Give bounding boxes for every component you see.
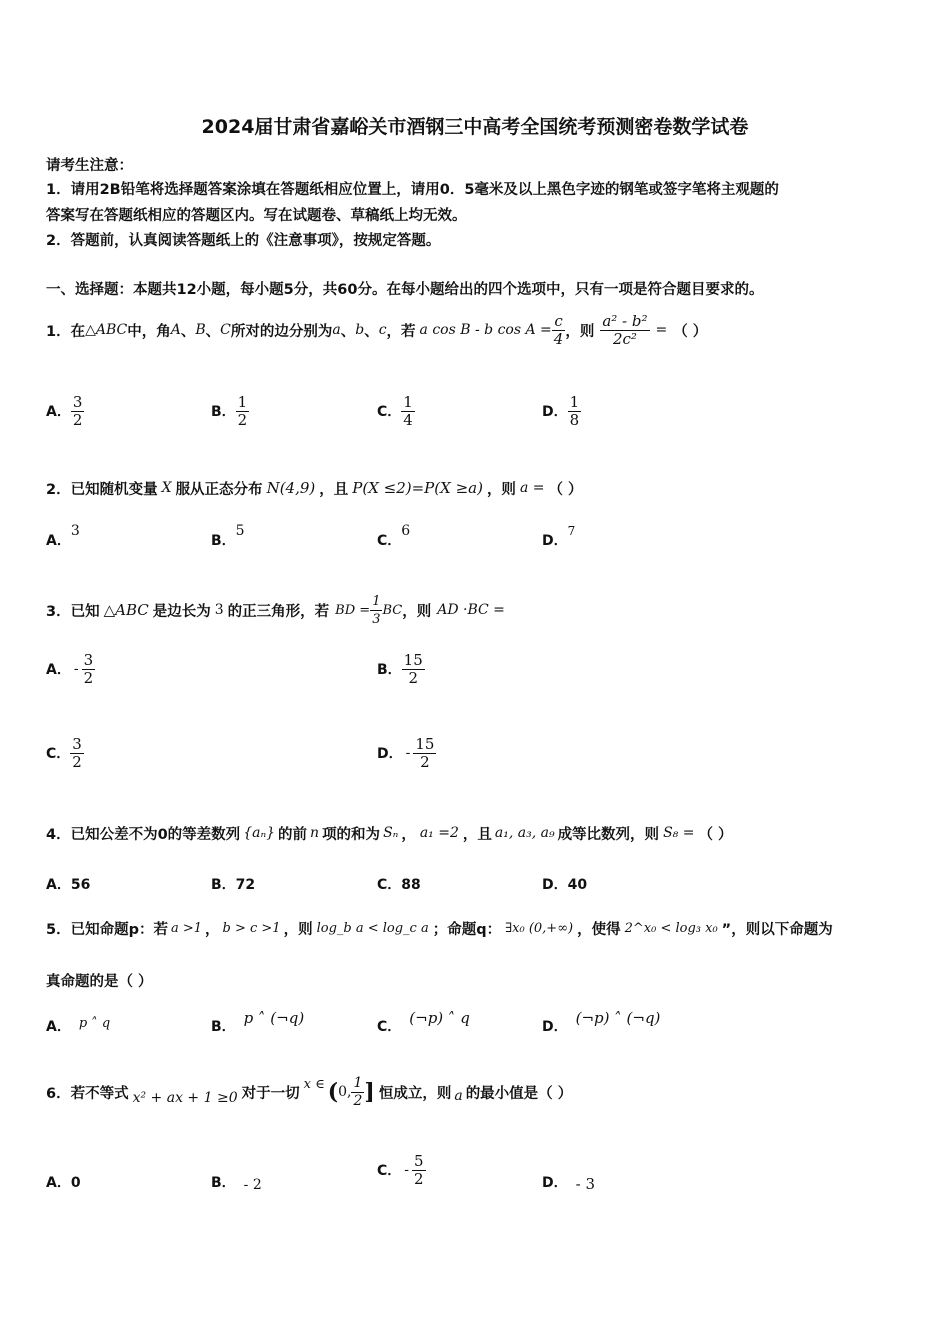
q1-option-c-value <box>401 394 415 429</box>
q1-c-den: 4 <box>403 410 413 429</box>
q1-option-d-label: D． <box>542 404 568 420</box>
q5-option-b <box>211 1009 305 1036</box>
question-1 <box>46 305 707 355</box>
q1-c-num: 1 <box>403 392 413 411</box>
q1-b-num: 1 <box>237 392 248 411</box>
q1-side-b: b <box>355 322 365 338</box>
q3-side-length: 3 <box>214 602 224 618</box>
q4-text-1: 4．已知公差不为0的等差数列 <box>46 826 241 843</box>
q3-option-c <box>46 730 84 776</box>
notice-line1a: 1．请用2B铅笔将选择题答案涂填在答题纸相应位置上，请用0．5毫米及以上黑色字迹的钢笔或签字笔将主观题的 <box>46 182 779 198</box>
q3-frac-num: 1 <box>372 593 381 609</box>
q3-option-d <box>377 730 436 776</box>
q5-option-c-label: C． <box>377 1019 402 1035</box>
q3-option-d-value <box>413 736 436 771</box>
q4-sn: Sₙ <box>383 825 399 841</box>
q3-frac-den: 3 <box>372 611 381 627</box>
q4-text-5: ，且 <box>462 826 492 843</box>
q3-d-den: 2 <box>413 753 436 771</box>
q5-log-ineq: log_b a < log_c a <box>316 920 429 936</box>
q1-fraction-c4 <box>552 313 566 348</box>
q1-option-a-value <box>71 394 85 429</box>
q2-text-2: 服从正态分布 <box>175 481 263 498</box>
q4-option-b: B．72 <box>211 877 256 893</box>
q6-option-c <box>377 1146 426 1194</box>
q3-a-den: 2 <box>83 668 94 687</box>
q2-variable-x: X <box>161 480 172 496</box>
q1-d-num: 1 <box>569 392 580 411</box>
q6-a: a <box>454 1088 463 1104</box>
q3-c-num: 3 <box>72 734 82 753</box>
q1-option-c-label: C． <box>377 404 402 420</box>
q1-triangle: △ABC <box>85 322 128 338</box>
notice-heading: 请考生注意： <box>46 158 133 174</box>
q3-dot-product: AD ·BC = <box>437 602 505 618</box>
q3-option-a-minus: - <box>73 661 79 677</box>
q1-frac-den: 4 <box>553 329 564 348</box>
q5-text-2: ， <box>205 921 220 938</box>
q2-option-a-value: 3 <box>70 523 80 539</box>
q5-text-3: ，则 <box>283 921 313 938</box>
q5-text-4: ；命题q： <box>432 921 502 938</box>
q3-d-num: 15 <box>415 734 435 753</box>
q4-option-d: D．40 <box>542 877 588 893</box>
q5-option-d <box>542 1009 661 1036</box>
q6-option-c-label: C． <box>377 1163 402 1179</box>
q6-option-d <box>542 1172 595 1192</box>
q5-exists: ∃x₀ (0,+∞) <box>505 920 574 936</box>
q1-text-4: ，若 <box>386 323 416 340</box>
q4-a1: a₁ =2 <box>419 825 459 841</box>
q2-option-a <box>46 523 80 550</box>
q1-option-c <box>377 388 415 434</box>
q1-equation: a cos B - b cos A = <box>419 322 552 338</box>
q2-option-c-value: 6 <box>401 523 411 539</box>
q6-text-2: 对于一切 <box>241 1085 300 1102</box>
q1-sep-2: 、 <box>205 323 221 340</box>
question-4 <box>46 815 733 851</box>
q5-option-c-value: (¬p) ˄ q <box>409 1009 470 1027</box>
q3-triangle: △ABC <box>103 601 149 619</box>
q1-a-num: 3 <box>72 392 83 411</box>
q3-option-d-label: D． <box>377 746 403 762</box>
q1-option-b-label: B． <box>211 404 236 420</box>
q1-option-a <box>46 388 84 434</box>
q1-fraction-expr <box>600 313 649 348</box>
q1-angle-c: C <box>220 322 231 338</box>
q5-option-a <box>46 1016 110 1036</box>
q4-paren: （ ） <box>698 826 733 843</box>
q3-option-c-label: C． <box>46 746 71 762</box>
q5-text-6: ”，则以下命题为 <box>721 921 833 938</box>
q5-option-c <box>377 1009 470 1036</box>
q2-option-c-label: C． <box>377 533 402 549</box>
q4-sequence: {aₙ} <box>243 825 276 841</box>
q6-c-num: 5 <box>414 1151 424 1170</box>
q5-text-1: 5．已知命题p：若 <box>46 921 168 938</box>
q4-text-2: 的前 <box>278 826 308 843</box>
q1-paren: （ ） <box>673 323 708 340</box>
q6-frac-den: 2 <box>353 1092 363 1109</box>
q2-option-d-value: 7 <box>567 524 576 538</box>
q3-vector-bd: BD = <box>335 602 371 618</box>
q6-right-bracket: ] <box>364 1079 375 1105</box>
q6-c-den: 2 <box>414 1169 424 1188</box>
q5-option-b-label: B． <box>211 1019 236 1035</box>
q6-fraction <box>351 1075 364 1110</box>
q6-text-4: 的最小值是（ ） <box>465 1085 573 1102</box>
q5-cond-2: b > c >1 <box>222 920 281 936</box>
q2-text-1: 2．已知随机变量 <box>46 481 158 498</box>
q2-option-b <box>211 523 245 550</box>
q6-option-d-value: - 3 <box>575 1175 596 1193</box>
q5-option-b-value: p ˄ (¬q) <box>243 1009 305 1027</box>
q3-text-3: 的正三角形，若 <box>227 603 330 620</box>
q2-text-3: ，且 <box>319 481 349 498</box>
q6-text-3: 恒成立，则 <box>378 1085 452 1102</box>
q6-frac-num: 1 <box>353 1074 363 1091</box>
question-3 <box>46 588 505 632</box>
q6-option-c-value <box>412 1153 426 1188</box>
q3-b-num: 15 <box>403 650 423 669</box>
q6-option-d-label: D． <box>542 1175 568 1191</box>
q1-expr-num: a² - b² <box>602 311 648 330</box>
q5-text-5: ，使得 <box>577 921 621 938</box>
q2-text-4: ，则 <box>486 481 516 498</box>
q5-ineq: 2^x₀ < log₃ x₀ <box>624 920 718 936</box>
q1-option-d <box>542 388 581 434</box>
q2-paren: （ ） <box>548 481 583 498</box>
q6-option-b-value: - 2 <box>243 1177 262 1193</box>
q3-option-a-value <box>82 652 96 687</box>
question-2 <box>46 470 583 506</box>
question-5 <box>46 910 833 946</box>
q2-probability: P(X ≤2)=P(X ≥a) <box>352 479 483 497</box>
q3-text-1: 3．已知 <box>46 603 100 620</box>
q6-option-a: A．0 <box>46 1175 81 1191</box>
q4-text-6: 成等比数列，则 <box>557 826 660 843</box>
notice-line1b: 答案写在答题纸相应的答题区内。写在试题卷、草稿纸上均无效。 <box>46 208 467 224</box>
q1-angle-b: B <box>195 322 206 338</box>
q2-option-d-label: D． <box>542 533 568 549</box>
q6-x-in: x ∈ <box>303 1076 325 1092</box>
q1-text-1: 1．在 <box>46 323 86 340</box>
q1-b-den: 2 <box>237 410 248 429</box>
q4-option-a: A．56 <box>46 877 91 893</box>
q4-terms: a₁, a₃, a₉ <box>494 825 555 841</box>
q2-distribution: N(4,9) <box>266 479 316 497</box>
q5-line-2: 真命题的是（ ） <box>46 974 153 990</box>
q4-option-c: C．88 <box>377 877 421 893</box>
q6-text-1: 6．若不等式 <box>46 1085 129 1102</box>
q2-option-b-label: B． <box>211 533 236 549</box>
q3-option-b-label: B． <box>377 662 402 678</box>
q1-angle-a: A <box>170 322 181 338</box>
q1-d-den: 8 <box>569 410 580 429</box>
q5-option-d-label: D． <box>542 1019 568 1035</box>
question-6 <box>46 1066 572 1118</box>
q3-a-num: 3 <box>83 650 94 669</box>
q1-option-b-value <box>236 394 250 429</box>
q4-text-3: 项的和为 <box>322 826 381 843</box>
q5-cond-1: a >1 <box>170 920 203 936</box>
q3-text-4: ，则 <box>402 603 432 620</box>
q2-option-c <box>377 523 411 550</box>
q3-vector-bc: BC <box>382 602 403 618</box>
q1-frac-num: c <box>554 311 563 330</box>
q6-zero: 0, <box>338 1084 352 1100</box>
q6-inequality: x² + ax + 1 ≥0 <box>132 1090 238 1106</box>
q1-side-a: a <box>332 322 341 338</box>
page-title: 2024届甘肃省嘉峪关市酒钢三中高考全国统考预测密卷数学试卷 <box>201 116 749 138</box>
notice-line2: 2．答题前，认真阅读答题纸上的《注意事项》，按规定答题。 <box>46 233 441 249</box>
q2-option-d <box>542 524 576 550</box>
q3-option-b-value <box>402 652 425 687</box>
q5-option-d-value: (¬p) ˄ (¬q) <box>575 1009 661 1027</box>
q6-option-c-minus: - <box>404 1162 410 1178</box>
q1-sep-3: 、 <box>340 323 356 340</box>
q3-c-den: 2 <box>72 752 82 771</box>
q1-text-5: ，则 <box>565 323 595 340</box>
q1-text-2: 中，角 <box>127 323 171 340</box>
q1-option-a-label: A． <box>46 404 71 420</box>
q4-text-4: ， <box>401 826 416 843</box>
q6-left-bracket: ( <box>327 1079 339 1105</box>
q1-option-d-value <box>568 394 582 429</box>
q3-fraction <box>370 593 382 628</box>
q4-s8: S₈ = <box>663 825 695 841</box>
q1-equals: = <box>655 322 668 338</box>
q6-option-b <box>211 1172 262 1192</box>
q2-option-a-label: A． <box>46 533 71 549</box>
q5-option-a-value: p ˄ q <box>78 1016 111 1031</box>
q1-sep-4: 、 <box>364 323 379 340</box>
q1-sep-1: 、 <box>180 323 196 340</box>
q3-option-a <box>46 646 95 692</box>
q3-text-2: 是边长为 <box>152 603 211 620</box>
q1-a-den: 2 <box>72 410 83 429</box>
q3-option-d-minus: - <box>405 745 411 761</box>
q2-a-equals: a = <box>519 480 545 496</box>
q3-option-a-label: A． <box>46 662 71 678</box>
q1-option-b <box>211 388 249 434</box>
q1-side-c: c <box>378 322 387 338</box>
q1-text-3: 所对的边分别为 <box>230 323 333 340</box>
q4-n: n <box>310 825 320 841</box>
section-heading: 一、选择题：本题共12小题，每小题5分，共60分。在每小题给出的四个选项中，只有一项是符合题目要求的。 <box>46 282 764 298</box>
q6-option-b-label: B． <box>211 1175 236 1191</box>
q3-b-den: 2 <box>402 669 425 687</box>
q1-expr-den: 2c² <box>600 330 649 348</box>
q2-option-b-value: 5 <box>235 523 245 539</box>
q5-option-a-label: A． <box>46 1019 71 1035</box>
q3-option-c-value <box>70 736 84 771</box>
q3-option-b <box>377 646 425 692</box>
